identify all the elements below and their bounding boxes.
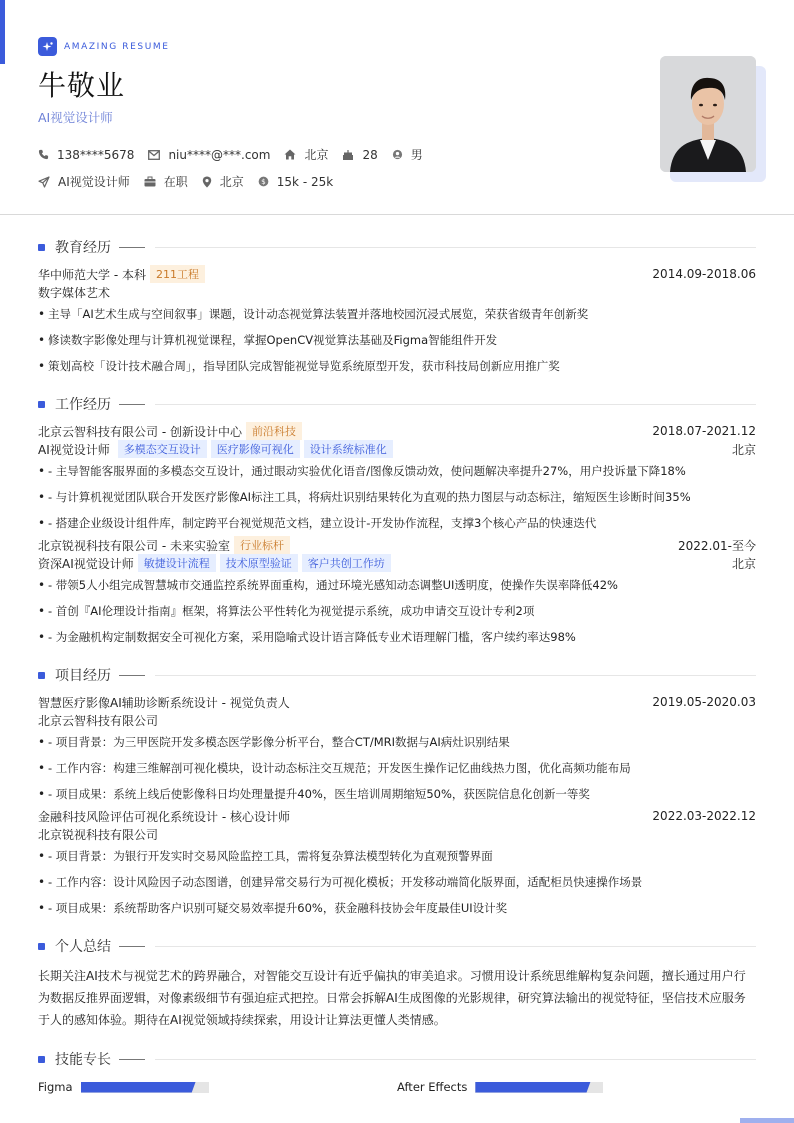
- role-name: 资深AI视觉设计师: [38, 556, 134, 571]
- list-item: • - 带领5人小组完成智慧城市交通监控系统界面重构，通过环境光感知动态调整UI透明度，使操作失误率降低42%: [38, 578, 618, 592]
- list-item: • - 主导智能客服界面的多模态交互设计，通过眼动实验优化语音/图像反馈动效，使问题解决率提升27%，用户投诉量下降18%: [38, 464, 686, 478]
- send-icon: [38, 176, 50, 188]
- role-name: AI视觉设计师: [38, 442, 110, 457]
- company-tag: 行业标杆: [234, 536, 290, 554]
- phone-icon: [38, 149, 49, 160]
- list-item: • - 搭建企业级设计组件库，制定跨平台视觉规范文档，建立设计-开发协作流程，支撑3个核心产品的快速迭代: [38, 516, 597, 530]
- section-marker: [38, 943, 45, 950]
- list-item: • 修读数字影像处理与计算机视觉课程，掌握OpenCV视觉算法基础及Figma智能组件开发: [38, 333, 498, 347]
- company-name: 北京锐视科技有限公司 - 未来实验室: [38, 538, 230, 553]
- money-icon: [258, 176, 269, 187]
- projects-section: [38, 665, 756, 921]
- summary-section: [38, 936, 756, 1031]
- school-name: 华中师范大学 - 本科: [38, 267, 146, 282]
- cake-icon: [342, 149, 354, 161]
- work-role-row: [38, 554, 756, 572]
- work-role-row: [38, 440, 756, 458]
- skill-item: [38, 1080, 397, 1094]
- contact-city: 北京: [284, 146, 328, 163]
- project-name: 金融科技风险评估可视化系统设计 - 核心设计师: [38, 809, 290, 824]
- company-tag: 前沿科技: [246, 422, 302, 440]
- intent-status: 在职: [144, 173, 188, 190]
- list-item: • - 项目背景：为三甲医院开发多模态医学影像分析平台，整合CT/MRI数据与AI病灶识别结果: [38, 735, 510, 749]
- contact-age: 28: [342, 148, 377, 162]
- project-name: 智慧医疗影像AI辅助诊断系统设计 - 视觉负责人: [38, 695, 290, 710]
- mail-icon: [148, 150, 160, 160]
- skills-section: [38, 1049, 756, 1094]
- list-item: • - 工作内容：构建三维解剖可视化模块，设计动态标注交互规范；开发医生操作记忆曲线热力图，优化高频功能布局: [38, 761, 631, 775]
- resume-header: [0, 0, 794, 215]
- intent-city: 北京: [202, 173, 244, 190]
- work-city: 北京: [731, 556, 756, 571]
- school-tag: 211工程: [150, 265, 205, 283]
- list-item: • 主导「AI艺术生成与空间叙事」课题，设计动态视觉算法装置并落地校园沉浸式展览，荣获省级青年创新奖: [38, 307, 589, 321]
- section-title: 项目经历: [38, 665, 756, 685]
- skill-list: [38, 1080, 756, 1094]
- list-item: • - 项目成果：系统上线后使影像科日均处理量提升40%，医生培训周期缩短50%，获医院信息化创新一等奖: [38, 787, 590, 801]
- home-icon: [284, 149, 296, 160]
- skill-tag: 敏捷设计流程: [138, 554, 216, 572]
- location-pin-icon: [202, 176, 212, 188]
- skill-tag: 多模态交互设计: [118, 440, 207, 458]
- education-date: 2014.09-2018.06: [652, 267, 756, 281]
- list-item: • - 首创『AI伦理设计指南』框架，将算法公平性转化为视觉提示系统，成功申请交互设计专利2项: [38, 604, 535, 618]
- list-item: • 策划高校「设计技术融合周」，指导团队完成智能视觉导览系统原型开发，获市科技局创新应用推广奖: [38, 359, 560, 373]
- accent-bar-bottom: [740, 1118, 794, 1123]
- svg-text:$: $: [260, 177, 266, 187]
- list-item: • - 工作内容：设计风险因子动态图谱，创建异常交易行为可视化模板；开发移动端简化版界面，适配柜员快速操作场景: [38, 875, 643, 889]
- contact-row: [38, 146, 437, 163]
- project-company: 北京锐视科技有限公司: [38, 827, 159, 842]
- contact-email: niu****@***.com: [148, 148, 270, 162]
- candidate-name: 牛敬业: [38, 69, 126, 102]
- gender-icon: [392, 149, 403, 160]
- work-header: [38, 422, 756, 440]
- work-header: [38, 536, 756, 554]
- intent-row: [38, 173, 347, 190]
- skill-level-bar: [475, 1082, 603, 1093]
- skill-item: [397, 1080, 756, 1094]
- skill-level-bar: [81, 1082, 209, 1093]
- work-date: 2018.07-2021.12: [652, 424, 756, 438]
- candidate-title: AI视觉设计师: [38, 110, 113, 125]
- education-header: [38, 265, 756, 283]
- contact-gender: 男: [392, 146, 423, 163]
- work-date: 2022.01-至今: [678, 538, 756, 553]
- skill-level-fill: [81, 1082, 196, 1093]
- sparkle-icon: [38, 37, 57, 56]
- summary-text: 长期关注AI技术与视觉艺术的跨界融合，对智能交互设计有近乎偏执的审美追求。习惯用设计系统思维解构复杂问题，擅长通过用户行为数据反推界面逻辑，对像素级细节有强迫症式把控。日常会拆解AI生成图像的光影规律，研究算法输出的视觉特征，坚信技术应服务于人的感知体验。期待在AI视觉领域持续探索，用设计让算法更懂人类情感。: [38, 969, 746, 1027]
- section-title: 个人总结: [38, 936, 756, 956]
- education-section: [38, 237, 756, 379]
- list-item: • - 项目背景：为银行开发实时交易风险监控工具，需将复杂算法模型转化为直观预警界面: [38, 849, 493, 863]
- education-major: 数字媒体艺术: [38, 285, 111, 300]
- section-title: 工作经历: [38, 394, 756, 414]
- project-date: 2022.03-2022.12: [652, 809, 756, 823]
- work-section: [38, 394, 756, 650]
- skill-tag: 技术原型验证: [220, 554, 298, 572]
- project-header: [38, 693, 756, 711]
- contact-phone: 138****5678: [38, 148, 134, 162]
- intent-salary: $ 15k - 25k: [258, 175, 333, 189]
- skill-tag: 医疗影像可视化: [211, 440, 300, 458]
- brand: [38, 37, 170, 56]
- work-city: 北京: [731, 442, 756, 457]
- company-name: 北京云智科技有限公司 - 创新设计中心: [38, 424, 242, 439]
- section-marker: [38, 1056, 45, 1063]
- project-header: [38, 807, 756, 825]
- briefcase-icon: [144, 176, 156, 187]
- skill-name: Figma: [38, 1080, 73, 1094]
- section-title: 教育经历: [38, 237, 756, 257]
- intent-position: AI视觉设计师: [38, 173, 130, 190]
- avatar: [660, 56, 756, 172]
- brand-text: AMAZING RESUME: [64, 41, 170, 52]
- section-marker: [38, 672, 45, 679]
- skill-name: After Effects: [397, 1080, 468, 1094]
- skill-level-fill: [475, 1082, 590, 1093]
- project-date: 2019.05-2020.03: [652, 695, 756, 709]
- list-item: • - 项目成果：系统帮助客户识别可疑交易效率提升60%，获金融科技协会年度最佳UI设计奖: [38, 901, 508, 915]
- list-item: • - 为金融机构定制数据安全可视化方案，采用隐喻式设计语言降低专业术语理解门槛，客户续约率达98%: [38, 630, 576, 644]
- section-marker: [38, 244, 45, 251]
- project-company: 北京云智科技有限公司: [38, 713, 159, 728]
- list-item: • - 与计算机视觉团队联合开发医疗影像AI标注工具，将病灶识别结果转化为直观的热力图层与动态标注，缩短医生诊断时间35%: [38, 490, 691, 504]
- section-title: 技能专长: [38, 1049, 756, 1069]
- skill-tag: 客户共创工作坊: [302, 554, 391, 572]
- section-marker: [38, 401, 45, 408]
- skill-tag: 设计系统标准化: [304, 440, 393, 458]
